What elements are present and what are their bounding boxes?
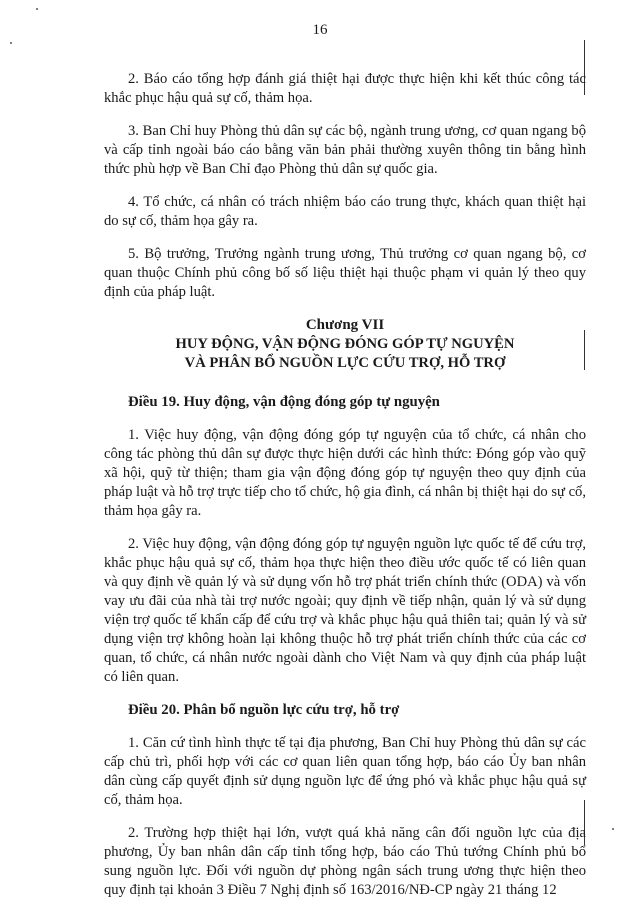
paragraph: 5. Bộ trưởng, Trưởng ngành trung ương, Thủ trưởng cơ quan ngang bộ, cơ quan thuộc Chính phủ công bố số liệu thiệt hại thuộc phạm vi quản lý theo quy định của pháp luật. xyxy=(104,246,586,300)
chapter-number: Chương VII xyxy=(305,317,385,333)
scan-speck xyxy=(10,42,12,44)
chapter-heading xyxy=(104,316,586,373)
paragraph: 4. Tổ chức, cá nhân có trách nhiệm báo cáo trung thực, khách quan thiệt hại do sự cố, thảm họa gây ra. xyxy=(104,194,586,229)
chapter-title-line: HUY ĐỘNG, VẬN ĐỘNG ĐÓNG GÓP TỰ NGUYỆN xyxy=(175,336,515,352)
paragraph: 2. Việc huy động, vận động đóng góp tự nguyện nguồn lực quốc tế để cứu trợ, khắc phục hậu quả sự cố, thảm họa thực hiện theo điều ước quốc tế có liên quan và quy định về quản lý và sử dụng vốn hỗ trợ phát triển chính thức (ODA) và vốn vay ưu đãi của nhà tài trợ nước ngoài; quy định về tiếp nhận, quản lý và sử dụng viện trợ quốc tế khẩn cấp để cứu trợ và khắc phục hậu quả thiên tai; quản lý và sử dụng viện trợ không hoàn lại không thuộc hỗ trợ phát triển chính thức của các cơ quan, tổ chức, cá nhân nước ngoài dành cho Việt Nam và quy định của pháp luật có liên quan. xyxy=(104,536,586,685)
page-number: 16 xyxy=(312,22,328,38)
paragraph: 2. Trường hợp thiệt hại lớn, vượt quá khả năng cân đối nguồn lực của địa phương, Ủy ban nhân dân cấp tỉnh tổng hợp, báo cáo Thủ tướng Chính phủ bổ sung nguồn lực. Đối với nguồn dự phòng ngân sách trung ương thực hiện theo quy định tại khoản 3 Điều 7 Nghị định số 163/2016/NĐ-CP ngày 21 tháng 12 xyxy=(104,825,586,898)
paragraph: 2. Báo cáo tổng hợp đánh giá thiệt hại được thực hiện khi kết thúc công tác khắc phục hậu quả sự cố, thảm họa. xyxy=(104,71,586,106)
scan-speck xyxy=(612,828,614,830)
paragraph: 3. Ban Chỉ huy Phòng thủ dân sự các bộ, ngành trung ương, cơ quan ngang bộ và cấp tỉnh ngoài báo cáo bằng văn bản phải thường xuyên thông tin bằng hình thức phù hợp về Ban Chỉ đạo Phòng thủ dân sự quốc gia. xyxy=(104,123,586,177)
article-heading: Điều 19. Huy động, vận động đóng góp tự nguyện xyxy=(128,394,440,410)
paragraph: 1. Căn cứ tình hình thực tế tại địa phương, Ban Chỉ huy Phòng thủ dân sự các cấp chủ trì, phối hợp với các cơ quan liên quan tổng hợp, báo cáo Ủy ban nhân dân cùng cấp quyết định sử dụng nguồn lực để ứng phó và khắc phục hậu quả sự cố, thảm họa. xyxy=(104,735,586,808)
scan-speck xyxy=(36,8,38,10)
paragraph: 1. Việc huy động, vận động đóng góp tự nguyện của tổ chức, cá nhân cho công tác phòng thủ dân sự được thực hiện dưới các hình thức: Đóng góp vào quỹ xã hội, quỹ từ thiện; tham gia vận động đóng góp tự nguyện theo quy định của pháp luật và hỗ trợ trực tiếp cho tổ chức, hộ gia đình, cá nhân bị thiệt hại do sự cố, thảm họa gây ra. xyxy=(104,427,586,519)
chapter-title-line: VÀ PHÂN BỔ NGUỒN LỰC CỨU TRỢ, HỖ TRỢ xyxy=(184,355,506,371)
article-heading: Điều 20. Phân bổ nguồn lực cứu trợ, hỗ trợ xyxy=(128,702,400,718)
document-body xyxy=(104,70,586,914)
